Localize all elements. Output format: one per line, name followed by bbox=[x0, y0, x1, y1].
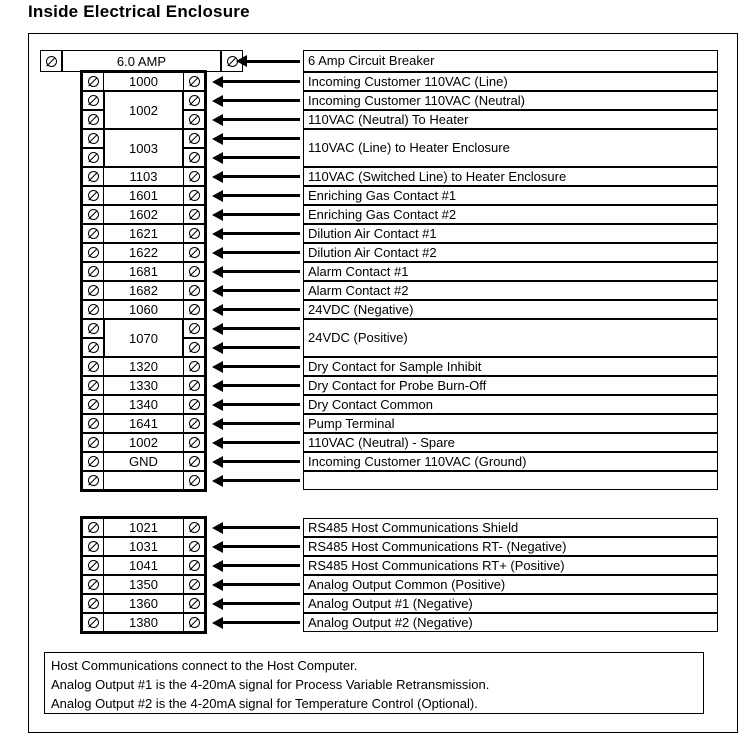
screw-terminal-right[interactable] bbox=[183, 537, 205, 556]
screw-column-right bbox=[183, 129, 205, 167]
screw-terminal-icon bbox=[88, 247, 99, 258]
terminal-1380[interactable] bbox=[82, 613, 205, 632]
terminal-label: Analog Output #2 (Negative) bbox=[303, 613, 718, 632]
screw-column-right bbox=[183, 452, 205, 471]
screw-terminal-icon bbox=[189, 285, 200, 296]
screw-terminal-right[interactable] bbox=[183, 471, 205, 490]
screw-column-right bbox=[183, 613, 205, 632]
terminal-label: 24VDC (Positive) bbox=[303, 319, 718, 357]
left-arrow-icon bbox=[222, 99, 300, 102]
terminal-label: 110VAC (Switched Line) to Heater Enclosure bbox=[303, 167, 718, 186]
terminal-number: 1103 bbox=[104, 167, 183, 186]
left-arrow-icon bbox=[222, 365, 300, 368]
screw-terminal-left[interactable] bbox=[82, 613, 104, 632]
left-arrow-icon bbox=[222, 213, 300, 216]
terminal-1360[interactable] bbox=[82, 594, 205, 613]
screw-terminal-icon bbox=[88, 114, 99, 125]
screw-terminal-right[interactable] bbox=[183, 319, 205, 338]
screw-terminal-icon bbox=[88, 560, 99, 571]
screw-terminal-right[interactable] bbox=[183, 262, 205, 281]
screw-terminal-right[interactable] bbox=[183, 148, 205, 167]
screw-terminal-icon bbox=[189, 475, 200, 486]
terminal-1002[interactable] bbox=[82, 91, 205, 129]
screw-column-left bbox=[82, 414, 104, 433]
screw-terminal-icon bbox=[88, 475, 99, 486]
left-arrow-icon bbox=[222, 346, 300, 349]
screw-column-right bbox=[183, 537, 205, 556]
screw-terminal-icon bbox=[189, 380, 200, 391]
screw-terminal-right[interactable] bbox=[183, 556, 205, 575]
screw-terminal-right[interactable] bbox=[183, 433, 205, 452]
screw-column-left bbox=[82, 471, 104, 490]
left-arrow-icon bbox=[222, 251, 300, 254]
left-arrow-icon bbox=[222, 526, 300, 529]
left-arrow-icon bbox=[222, 403, 300, 406]
left-arrow-icon bbox=[222, 545, 300, 548]
screw-terminal-right[interactable] bbox=[183, 205, 205, 224]
screw-column-right bbox=[183, 300, 205, 319]
terminal-label: 110VAC (Line) to Heater Enclosure bbox=[303, 129, 718, 167]
terminal-number: 1000 bbox=[104, 72, 183, 91]
screw-terminal-icon bbox=[189, 323, 200, 334]
screw-terminal-icon bbox=[88, 304, 99, 315]
terminal-label: 110VAC (Neutral) - Spare bbox=[303, 433, 718, 452]
screw-column-left bbox=[82, 186, 104, 205]
screw-column-left bbox=[82, 613, 104, 632]
terminal-number: 1320 bbox=[104, 357, 183, 376]
screw-terminal-left[interactable] bbox=[82, 575, 104, 594]
terminal-GND[interactable] bbox=[82, 452, 205, 471]
screw-terminal-icon bbox=[189, 228, 200, 239]
screw-terminal-icon bbox=[189, 209, 200, 220]
screw-column-left bbox=[82, 537, 104, 556]
screw-column-right bbox=[183, 556, 205, 575]
terminal-number: 1330 bbox=[104, 376, 183, 395]
terminal-1000[interactable] bbox=[82, 72, 205, 91]
terminal-number: 1060 bbox=[104, 300, 183, 319]
screw-terminal-left[interactable] bbox=[82, 148, 104, 167]
left-arrow-icon bbox=[222, 460, 300, 463]
terminal-number: 1602 bbox=[104, 205, 183, 224]
screw-terminal-right[interactable] bbox=[183, 575, 205, 594]
screw-column-left bbox=[82, 376, 104, 395]
terminal-1622[interactable] bbox=[82, 243, 205, 262]
screw-terminal-left[interactable] bbox=[82, 224, 104, 243]
screw-terminal-left[interactable] bbox=[82, 72, 104, 91]
left-arrow-icon bbox=[222, 621, 300, 624]
footnote-box bbox=[44, 652, 704, 714]
terminal-number: 1682 bbox=[104, 281, 183, 300]
terminal-label: Dry Contact for Probe Burn-Off bbox=[303, 376, 718, 395]
terminal-number: 1003 bbox=[104, 129, 183, 167]
page-title: Inside Electrical Enclosure bbox=[28, 2, 250, 21]
terminal-number: 1041 bbox=[104, 556, 183, 575]
terminal-1103[interactable] bbox=[82, 167, 205, 186]
screw-terminal-left[interactable] bbox=[82, 357, 104, 376]
screw-column-right bbox=[183, 433, 205, 452]
terminal-1602[interactable] bbox=[82, 205, 205, 224]
screw-terminal-left[interactable] bbox=[82, 110, 104, 129]
breaker-number: 6.0 AMP bbox=[62, 50, 221, 72]
screw-column-right bbox=[183, 594, 205, 613]
screw-terminal-right[interactable] bbox=[183, 452, 205, 471]
screw-terminal-icon bbox=[189, 247, 200, 258]
terminal-number: 1070 bbox=[104, 319, 183, 357]
screw-terminal-icon bbox=[88, 380, 99, 391]
screw-terminal-icon bbox=[88, 617, 99, 628]
screw-terminal-right[interactable] bbox=[183, 376, 205, 395]
screw-terminal-left[interactable] bbox=[82, 537, 104, 556]
left-arrow-icon bbox=[222, 232, 300, 235]
left-arrow-icon bbox=[246, 60, 300, 63]
screw-terminal-icon bbox=[189, 560, 200, 571]
terminal-label: Analog Output #1 (Negative) bbox=[303, 594, 718, 613]
screw-terminal-icon bbox=[88, 285, 99, 296]
screw-column-right bbox=[183, 357, 205, 376]
screw-column-left bbox=[82, 224, 104, 243]
screw-terminal-icon bbox=[88, 266, 99, 277]
terminal-number: 1360 bbox=[104, 594, 183, 613]
screw-terminal-left[interactable] bbox=[82, 452, 104, 471]
terminal-label: 24VDC (Negative) bbox=[303, 300, 718, 319]
screw-terminal-right[interactable] bbox=[183, 594, 205, 613]
screw-column-right bbox=[183, 395, 205, 414]
screw-terminal-icon bbox=[88, 437, 99, 448]
footnote-line-3: Analog Output #2 is the 4-20mA signal for Temperature Control (Optional). bbox=[51, 695, 478, 711]
screw-column-left bbox=[82, 91, 104, 129]
screw-column-right bbox=[183, 243, 205, 262]
footnote-line-1: Host Communications connect to the Host Computer. bbox=[51, 658, 358, 673]
screw-terminal-right[interactable] bbox=[183, 224, 205, 243]
screw-column-left bbox=[82, 262, 104, 281]
screw-terminal-icon bbox=[189, 304, 200, 315]
screw-terminal-icon bbox=[189, 114, 200, 125]
terminal-number: 1002 bbox=[104, 433, 183, 452]
left-arrow-icon bbox=[222, 156, 300, 159]
screw-terminal-right[interactable] bbox=[183, 110, 205, 129]
screw-terminal-icon bbox=[88, 342, 99, 353]
screw-terminal-right[interactable] bbox=[183, 91, 205, 110]
terminal-number: 1641 bbox=[104, 414, 183, 433]
screw-column-right bbox=[183, 205, 205, 224]
screw-terminal-right[interactable] bbox=[183, 186, 205, 205]
screw-column-left bbox=[82, 205, 104, 224]
screw-terminal-right[interactable] bbox=[183, 167, 205, 186]
screw-column-right bbox=[183, 91, 205, 129]
terminal-number: 1601 bbox=[104, 186, 183, 205]
terminal-label: Analog Output Common (Positive) bbox=[303, 575, 718, 594]
left-arrow-icon bbox=[222, 583, 300, 586]
screw-terminal-icon bbox=[189, 522, 200, 533]
screw-terminal-icon bbox=[88, 209, 99, 220]
screw-terminal-left[interactable] bbox=[82, 414, 104, 433]
terminal-blank[interactable] bbox=[82, 471, 205, 490]
screw-terminal-icon bbox=[189, 266, 200, 277]
screw-column-left bbox=[82, 556, 104, 575]
screw-column-left bbox=[82, 167, 104, 186]
screw-terminal-icon bbox=[88, 228, 99, 239]
screw-column-left bbox=[82, 575, 104, 594]
screw-terminal-left[interactable] bbox=[40, 50, 62, 72]
screw-column-right bbox=[183, 319, 205, 357]
screw-terminal-left[interactable] bbox=[82, 376, 104, 395]
left-arrow-icon bbox=[222, 441, 300, 444]
terminal-label: RS485 Host Communications RT- (Negative) bbox=[303, 537, 718, 556]
screw-column-right bbox=[183, 376, 205, 395]
screw-terminal-icon bbox=[189, 342, 200, 353]
screw-column-left bbox=[82, 518, 104, 537]
screw-terminal-left[interactable] bbox=[82, 91, 104, 110]
screw-terminal-left[interactable] bbox=[82, 518, 104, 537]
terminal-1003[interactable] bbox=[82, 129, 205, 167]
left-arrow-icon bbox=[222, 137, 300, 140]
screw-terminal-right[interactable] bbox=[183, 357, 205, 376]
terminal-label: RS485 Host Communications Shield bbox=[303, 518, 718, 537]
terminal-number: 1621 bbox=[104, 224, 183, 243]
screw-terminal-right[interactable] bbox=[183, 300, 205, 319]
screw-terminal-right[interactable] bbox=[183, 243, 205, 262]
left-arrow-icon bbox=[222, 194, 300, 197]
terminal-number: 1681 bbox=[104, 262, 183, 281]
screw-terminal-left[interactable] bbox=[82, 186, 104, 205]
terminal-label: Incoming Customer 110VAC (Neutral) bbox=[303, 91, 718, 110]
terminal-1340[interactable] bbox=[82, 395, 205, 414]
terminal-1330[interactable] bbox=[82, 376, 205, 395]
terminal-1681[interactable] bbox=[82, 262, 205, 281]
terminal-number: 1350 bbox=[104, 575, 183, 594]
left-arrow-icon bbox=[222, 175, 300, 178]
screw-column-right bbox=[183, 281, 205, 300]
screw-terminal-left[interactable] bbox=[82, 594, 104, 613]
screw-terminal-icon bbox=[88, 95, 99, 106]
terminal-number: 1380 bbox=[104, 613, 183, 632]
screw-terminal-left[interactable] bbox=[82, 205, 104, 224]
terminal-1601[interactable] bbox=[82, 186, 205, 205]
screw-terminal-icon bbox=[189, 418, 200, 429]
screw-terminal-left[interactable] bbox=[82, 281, 104, 300]
screw-terminal-right[interactable] bbox=[183, 395, 205, 414]
terminal-number: 1021 bbox=[104, 518, 183, 537]
screw-terminal-left[interactable] bbox=[82, 243, 104, 262]
screw-terminal-icon bbox=[189, 579, 200, 590]
screw-terminal-right[interactable] bbox=[183, 129, 205, 148]
screw-terminal-right[interactable] bbox=[183, 72, 205, 91]
screw-column-right bbox=[183, 471, 205, 490]
screw-column-right bbox=[183, 72, 205, 91]
screw-terminal-right[interactable] bbox=[183, 338, 205, 357]
left-arrow-icon bbox=[222, 384, 300, 387]
terminal-1320[interactable] bbox=[82, 357, 205, 376]
screw-terminal-left[interactable] bbox=[82, 556, 104, 575]
screw-terminal-left[interactable] bbox=[82, 167, 104, 186]
screw-terminal-icon bbox=[88, 418, 99, 429]
terminal-label: Dilution Air Contact #2 bbox=[303, 243, 718, 262]
screw-terminal-icon bbox=[88, 133, 99, 144]
screw-column-left bbox=[82, 72, 104, 91]
screw-column-left bbox=[82, 395, 104, 414]
screw-terminal-right[interactable] bbox=[183, 518, 205, 537]
screw-terminal-right[interactable] bbox=[183, 613, 205, 632]
screw-terminal-icon bbox=[189, 133, 200, 144]
terminal-label: Incoming Customer 110VAC (Line) bbox=[303, 72, 718, 91]
screw-column-left bbox=[82, 433, 104, 452]
terminal-label: Pump Terminal bbox=[303, 414, 718, 433]
screw-terminal-icon bbox=[88, 456, 99, 467]
screw-terminal-left[interactable] bbox=[82, 319, 104, 338]
left-arrow-icon bbox=[222, 564, 300, 567]
terminal-label: Dilution Air Contact #1 bbox=[303, 224, 718, 243]
screw-column-right bbox=[183, 186, 205, 205]
screw-terminal-icon bbox=[88, 323, 99, 334]
screw-column-left bbox=[82, 357, 104, 376]
terminal-label: 110VAC (Neutral) To Heater bbox=[303, 110, 718, 129]
screw-terminal-icon bbox=[88, 171, 99, 182]
terminal-number: 1002 bbox=[104, 91, 183, 129]
screw-terminal-icon bbox=[189, 399, 200, 410]
left-arrow-icon bbox=[222, 602, 300, 605]
terminal-label: Enriching Gas Contact #2 bbox=[303, 205, 718, 224]
terminal-1021[interactable] bbox=[82, 518, 205, 537]
terminal-1031[interactable] bbox=[82, 537, 205, 556]
terminal-1060[interactable] bbox=[82, 300, 205, 319]
screw-terminal-right[interactable] bbox=[183, 414, 205, 433]
terminal-1350[interactable] bbox=[82, 575, 205, 594]
screw-terminal-icon bbox=[88, 579, 99, 590]
screw-terminal-left[interactable] bbox=[82, 129, 104, 148]
screw-column-right bbox=[183, 414, 205, 433]
screw-column-left bbox=[82, 452, 104, 471]
screw-column-right bbox=[183, 575, 205, 594]
screw-terminal-icon bbox=[88, 76, 99, 87]
terminal-number: 1031 bbox=[104, 537, 183, 556]
screw-terminal-left[interactable] bbox=[82, 395, 104, 414]
screw-column-right bbox=[183, 167, 205, 186]
screw-column-left bbox=[82, 319, 104, 357]
screw-terminal-icon bbox=[189, 152, 200, 163]
terminal-1070[interactable] bbox=[82, 319, 205, 357]
footnote-line-2: Analog Output #1 is the 4-20mA signal for Process Variable Retransmission. bbox=[51, 676, 490, 692]
screw-terminal-icon bbox=[189, 190, 200, 201]
screw-terminal-icon bbox=[189, 437, 200, 448]
screw-terminal-icon bbox=[88, 598, 99, 609]
screw-column-left bbox=[82, 129, 104, 167]
terminal-label bbox=[303, 471, 718, 490]
screw-terminal-left[interactable] bbox=[82, 300, 104, 319]
terminal-label: Alarm Contact #1 bbox=[303, 262, 718, 281]
screw-column-left bbox=[82, 281, 104, 300]
terminal-number: GND bbox=[104, 452, 183, 471]
terminal-number bbox=[104, 471, 183, 490]
terminal-label: Dry Contact for Sample Inhibit bbox=[303, 357, 718, 376]
left-arrow-icon bbox=[222, 327, 300, 330]
left-arrow-icon bbox=[222, 479, 300, 482]
terminal-label: Alarm Contact #2 bbox=[303, 281, 718, 300]
screw-terminal-left[interactable] bbox=[82, 433, 104, 452]
terminal-1041[interactable] bbox=[82, 556, 205, 575]
screw-terminal-icon bbox=[46, 56, 57, 67]
screw-terminal-icon bbox=[189, 171, 200, 182]
terminal-label: Incoming Customer 110VAC (Ground) bbox=[303, 452, 718, 471]
screw-terminal-icon bbox=[189, 617, 200, 628]
terminal-label: Dry Contact Common bbox=[303, 395, 718, 414]
screw-column-left bbox=[82, 300, 104, 319]
screw-terminal-icon bbox=[88, 399, 99, 410]
terminal-1621[interactable] bbox=[82, 224, 205, 243]
screw-column-left bbox=[82, 243, 104, 262]
left-arrow-icon bbox=[222, 80, 300, 83]
screw-terminal-icon bbox=[88, 522, 99, 533]
screw-terminal-left[interactable] bbox=[82, 262, 104, 281]
terminal-label: 6 Amp Circuit Breaker bbox=[303, 50, 718, 72]
left-arrow-icon bbox=[222, 118, 300, 121]
left-arrow-icon bbox=[222, 422, 300, 425]
screw-terminal-icon bbox=[189, 598, 200, 609]
screw-terminal-left[interactable] bbox=[82, 471, 104, 490]
terminal-number: 1340 bbox=[104, 395, 183, 414]
screw-terminal-icon bbox=[88, 541, 99, 552]
screw-terminal-icon bbox=[189, 76, 200, 87]
screw-terminal-icon bbox=[189, 95, 200, 106]
screw-terminal-icon bbox=[88, 361, 99, 372]
terminal-1641[interactable] bbox=[82, 414, 205, 433]
screw-terminal-right[interactable] bbox=[183, 281, 205, 300]
screw-column-right bbox=[183, 518, 205, 537]
screw-terminal-icon bbox=[189, 541, 200, 552]
terminal-label: Enriching Gas Contact #1 bbox=[303, 186, 718, 205]
left-arrow-icon bbox=[222, 270, 300, 273]
screw-column-right bbox=[183, 224, 205, 243]
screw-column-right bbox=[183, 262, 205, 281]
screw-terminal-icon bbox=[189, 456, 200, 467]
terminal-1682[interactable] bbox=[82, 281, 205, 300]
screw-terminal-icon bbox=[88, 152, 99, 163]
screw-terminal-icon bbox=[189, 361, 200, 372]
terminal-label: RS485 Host Communications RT+ (Positive) bbox=[303, 556, 718, 575]
screw-column-left bbox=[82, 594, 104, 613]
terminal-1002[interactable] bbox=[82, 433, 205, 452]
screw-terminal-left[interactable] bbox=[82, 338, 104, 357]
left-arrow-icon bbox=[222, 289, 300, 292]
terminal-number: 1622 bbox=[104, 243, 183, 262]
breaker-terminal[interactable] bbox=[40, 50, 243, 72]
left-arrow-icon bbox=[222, 308, 300, 311]
screw-terminal-icon bbox=[88, 190, 99, 201]
